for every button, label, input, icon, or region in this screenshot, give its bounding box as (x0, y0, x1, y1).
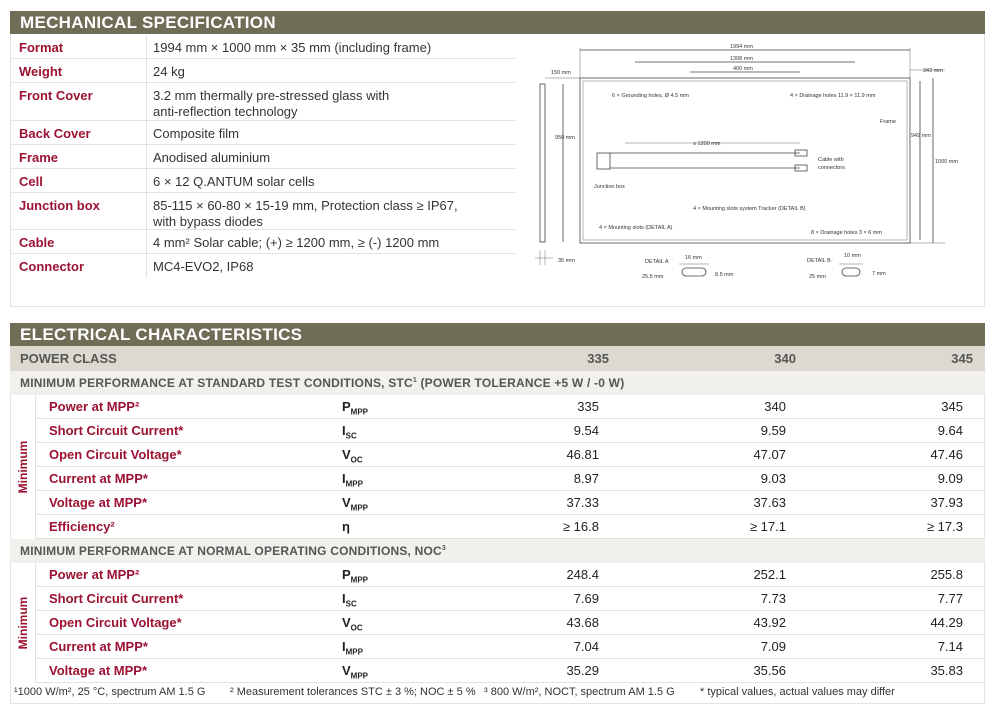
param-value: 345 (941, 399, 963, 414)
param-value: 7.77 (937, 591, 963, 606)
param-value: 7.04 (573, 639, 599, 654)
power-class-340: 340 (774, 351, 796, 366)
param-value: 37.33 (566, 495, 599, 510)
mech-row (10, 35, 515, 59)
electrical-row (35, 587, 985, 611)
cable-label: Cable with (818, 157, 844, 163)
param-name: Open Circuit Voltage* (49, 615, 182, 630)
param-value: 35.56 (753, 663, 786, 678)
param-value: 43.68 (566, 615, 599, 630)
power-class-row (10, 346, 985, 371)
mech-value: 24 kg (153, 64, 185, 79)
detail-a-85: 8.5 mm (715, 272, 734, 278)
mech-label: Connector (19, 259, 84, 274)
dim-343: 343 mm (923, 68, 943, 74)
connectors-label: connectors (818, 165, 845, 171)
detail-a-255: 25.5 mm (642, 274, 664, 280)
param-value: 35.29 (566, 663, 599, 678)
param-value: ≥ 17.1 (749, 519, 786, 534)
electrical-row (35, 611, 985, 635)
param-name: Current at MPP* (49, 471, 148, 486)
electrical-row (35, 467, 985, 491)
mech-label: Format (19, 40, 64, 55)
footnote-3: ³ 800 W/m², NOCT, spectrum AM 1.5 G (484, 686, 675, 698)
param-value: 7.73 (760, 591, 786, 606)
footnote-2: ² Measurement tolerances STC ± 3 %; NOC ± 5 % (230, 686, 476, 698)
mech-row (10, 193, 515, 230)
dim-35: 35 mm (558, 258, 575, 264)
param-symbol: $I_{SC}$ (342, 423, 357, 441)
param-symbol: $V_{OC}$ (342, 447, 363, 465)
drainage-top-label: 4 × Drainage holes 11.9 × 11.9 mm (790, 93, 876, 99)
electrical-row (35, 635, 985, 659)
mech-row (10, 230, 515, 254)
mech-label: Junction box (19, 198, 100, 213)
param-value: 255.8 (930, 567, 963, 582)
mech-value: Anodised aluminium (153, 150, 271, 165)
param-value: 46.81 (566, 447, 599, 462)
mounting-slots-label: 4 × Mounting slots (DETAIL A) (599, 225, 673, 231)
param-value: 9.03 (760, 471, 786, 486)
dim-150: 150 mm (551, 70, 571, 76)
param-value: 9.59 (760, 423, 786, 438)
mech-row (10, 169, 515, 193)
tracker-slots-label: 4 × Mounting slots system Tracker (DETAIL B) (693, 206, 806, 212)
footnote-1: ¹1000 W/m², 25 °C, spectrum AM 1.5 G (14, 686, 206, 698)
param-value: 7.14 (937, 639, 963, 654)
param-value: 335 (577, 399, 599, 414)
mech-value: MC4-EVO2, IP68 (153, 259, 254, 274)
electrical-row (35, 563, 985, 587)
detail-a-label: DETAIL A (645, 259, 669, 265)
param-value: 37.63 (753, 495, 786, 510)
dim-1994: 1994 mm (730, 44, 753, 50)
param-value: 7.69 (573, 591, 599, 606)
drainage-bottom-label: 8 × Drainage holes 3 × 6 mm (811, 230, 882, 236)
footnote-4: * typical values, actual values may differ (700, 686, 895, 698)
mech-row (10, 254, 515, 278)
power-class-335: 335 (587, 351, 609, 366)
electrical-row (35, 419, 985, 443)
stc-section-title: MINIMUM PERFORMANCE AT STANDARD TEST CONDITIONS, STC$^1$ (POWER TOLERANCE +5 W / -0 W) (20, 376, 625, 390)
param-value: 35.83 (930, 663, 963, 678)
param-value: 7.09 (760, 639, 786, 654)
detail-b-25: 25 mm (809, 274, 826, 280)
param-value: ≥ 16.8 (562, 519, 599, 534)
param-name: Power at MPP² (49, 567, 140, 582)
mech-label: Cell (19, 174, 43, 189)
electrical-row (35, 395, 985, 419)
mech-label: Cable (19, 235, 55, 250)
frame-label: Frame (880, 119, 896, 125)
mech-value: 85-115 × 60-80 × 15-19 mm, Protection class ≥ IP67, with bypass diodes (153, 198, 458, 229)
param-value: 248.4 (566, 567, 599, 582)
param-name: Current at MPP* (49, 639, 148, 654)
dim-949: 949 mm (911, 133, 931, 139)
param-name: Voltage at MPP* (49, 663, 148, 678)
param-name: Power at MPP² (49, 399, 140, 414)
mech-row (10, 121, 515, 145)
junction-box-label: Junction box (594, 184, 625, 190)
param-value: 8.97 (573, 471, 599, 486)
electrical-section-title: ELECTRICAL CHARACTERISTICS (10, 323, 985, 346)
param-symbol: η (342, 519, 350, 534)
power-class-label: POWER CLASS (20, 351, 117, 366)
mech-row (10, 59, 515, 83)
detail-b-label: DETAIL B (807, 258, 831, 264)
grounding-holes-label: 6 × Grounding holes, Ø 4.5 mm (612, 93, 689, 99)
detail-a-16: 16 mm (685, 255, 702, 261)
param-value: 37.93 (930, 495, 963, 510)
dim-400: 400 mm (733, 66, 753, 72)
dim-1308: 1308 mm (730, 56, 753, 62)
param-symbol: $V_{MPP}$ (342, 495, 369, 513)
param-symbol: $P_{MPP}$ (342, 399, 369, 417)
module-technical-drawing (525, 40, 980, 280)
param-value: 44.29 (930, 615, 963, 630)
param-name: Voltage at MPP* (49, 495, 148, 510)
noc-section-title: MINIMUM PERFORMANCE AT NORMAL OPERATING CONDITIONS, NOC$^3$ (20, 544, 446, 558)
electrical-row (35, 515, 985, 539)
mech-value: 3.2 mm thermally pre-stressed glass with anti-reflection technology (153, 88, 390, 119)
param-value: 252.1 (753, 567, 786, 582)
param-value: 9.64 (937, 423, 963, 438)
param-value: 340 (764, 399, 786, 414)
param-value: 9.54 (573, 423, 599, 438)
electrical-row (35, 491, 985, 515)
mech-label: Front Cover (19, 88, 93, 103)
stc-minimum-side-label: Minimum (10, 395, 36, 539)
electrical-row (35, 443, 985, 467)
param-symbol: $I_{MPP}$ (342, 471, 363, 489)
mech-row (10, 145, 515, 169)
mechanical-section-title: MECHANICAL SPECIFICATION (10, 11, 985, 34)
param-symbol: $V_{MPP}$ (342, 663, 369, 681)
param-value: ≥ 17.3 (926, 519, 963, 534)
param-value: 47.07 (753, 447, 786, 462)
mech-value: Composite film (153, 126, 239, 141)
param-name: Short Circuit Current* (49, 591, 184, 606)
param-symbol: $I_{SC}$ (342, 591, 357, 609)
dim-950: 950 mm (555, 135, 575, 141)
detail-b-10: 10 mm (844, 253, 861, 259)
param-name: Efficiency² (49, 519, 115, 534)
mech-value: 4 mm² Solar cable; (+) ≥ 1200 mm, ≥ (-) 1200 mm (153, 235, 440, 250)
mech-row (10, 83, 515, 121)
electrical-row (35, 659, 985, 683)
mech-label: Weight (19, 64, 63, 79)
mech-label: Frame (19, 150, 59, 165)
mech-value: 1994 mm × 1000 mm × 35 mm (including frame) (153, 40, 432, 55)
dim-1000: 1000 mm (935, 159, 958, 165)
detail-b-7: 7 mm (872, 271, 886, 277)
param-name: Open Circuit Voltage* (49, 447, 182, 462)
param-value: 43.92 (753, 615, 786, 630)
noc-minimum-side-label: Minimum (10, 563, 36, 683)
dim-1200: ≥ 1200 mm (693, 141, 721, 147)
param-name: Short Circuit Current* (49, 423, 184, 438)
power-class-345: 345 (951, 351, 973, 366)
param-symbol: $V_{OC}$ (342, 615, 363, 633)
param-value: 9.09 (937, 471, 963, 486)
mech-label: Back Cover (19, 126, 91, 141)
param-symbol: $I_{MPP}$ (342, 639, 363, 657)
param-symbol: $P_{MPP}$ (342, 567, 369, 585)
param-value: 47.46 (930, 447, 963, 462)
mech-value: 6 × 12 Q.ANTUM solar cells (153, 174, 315, 189)
